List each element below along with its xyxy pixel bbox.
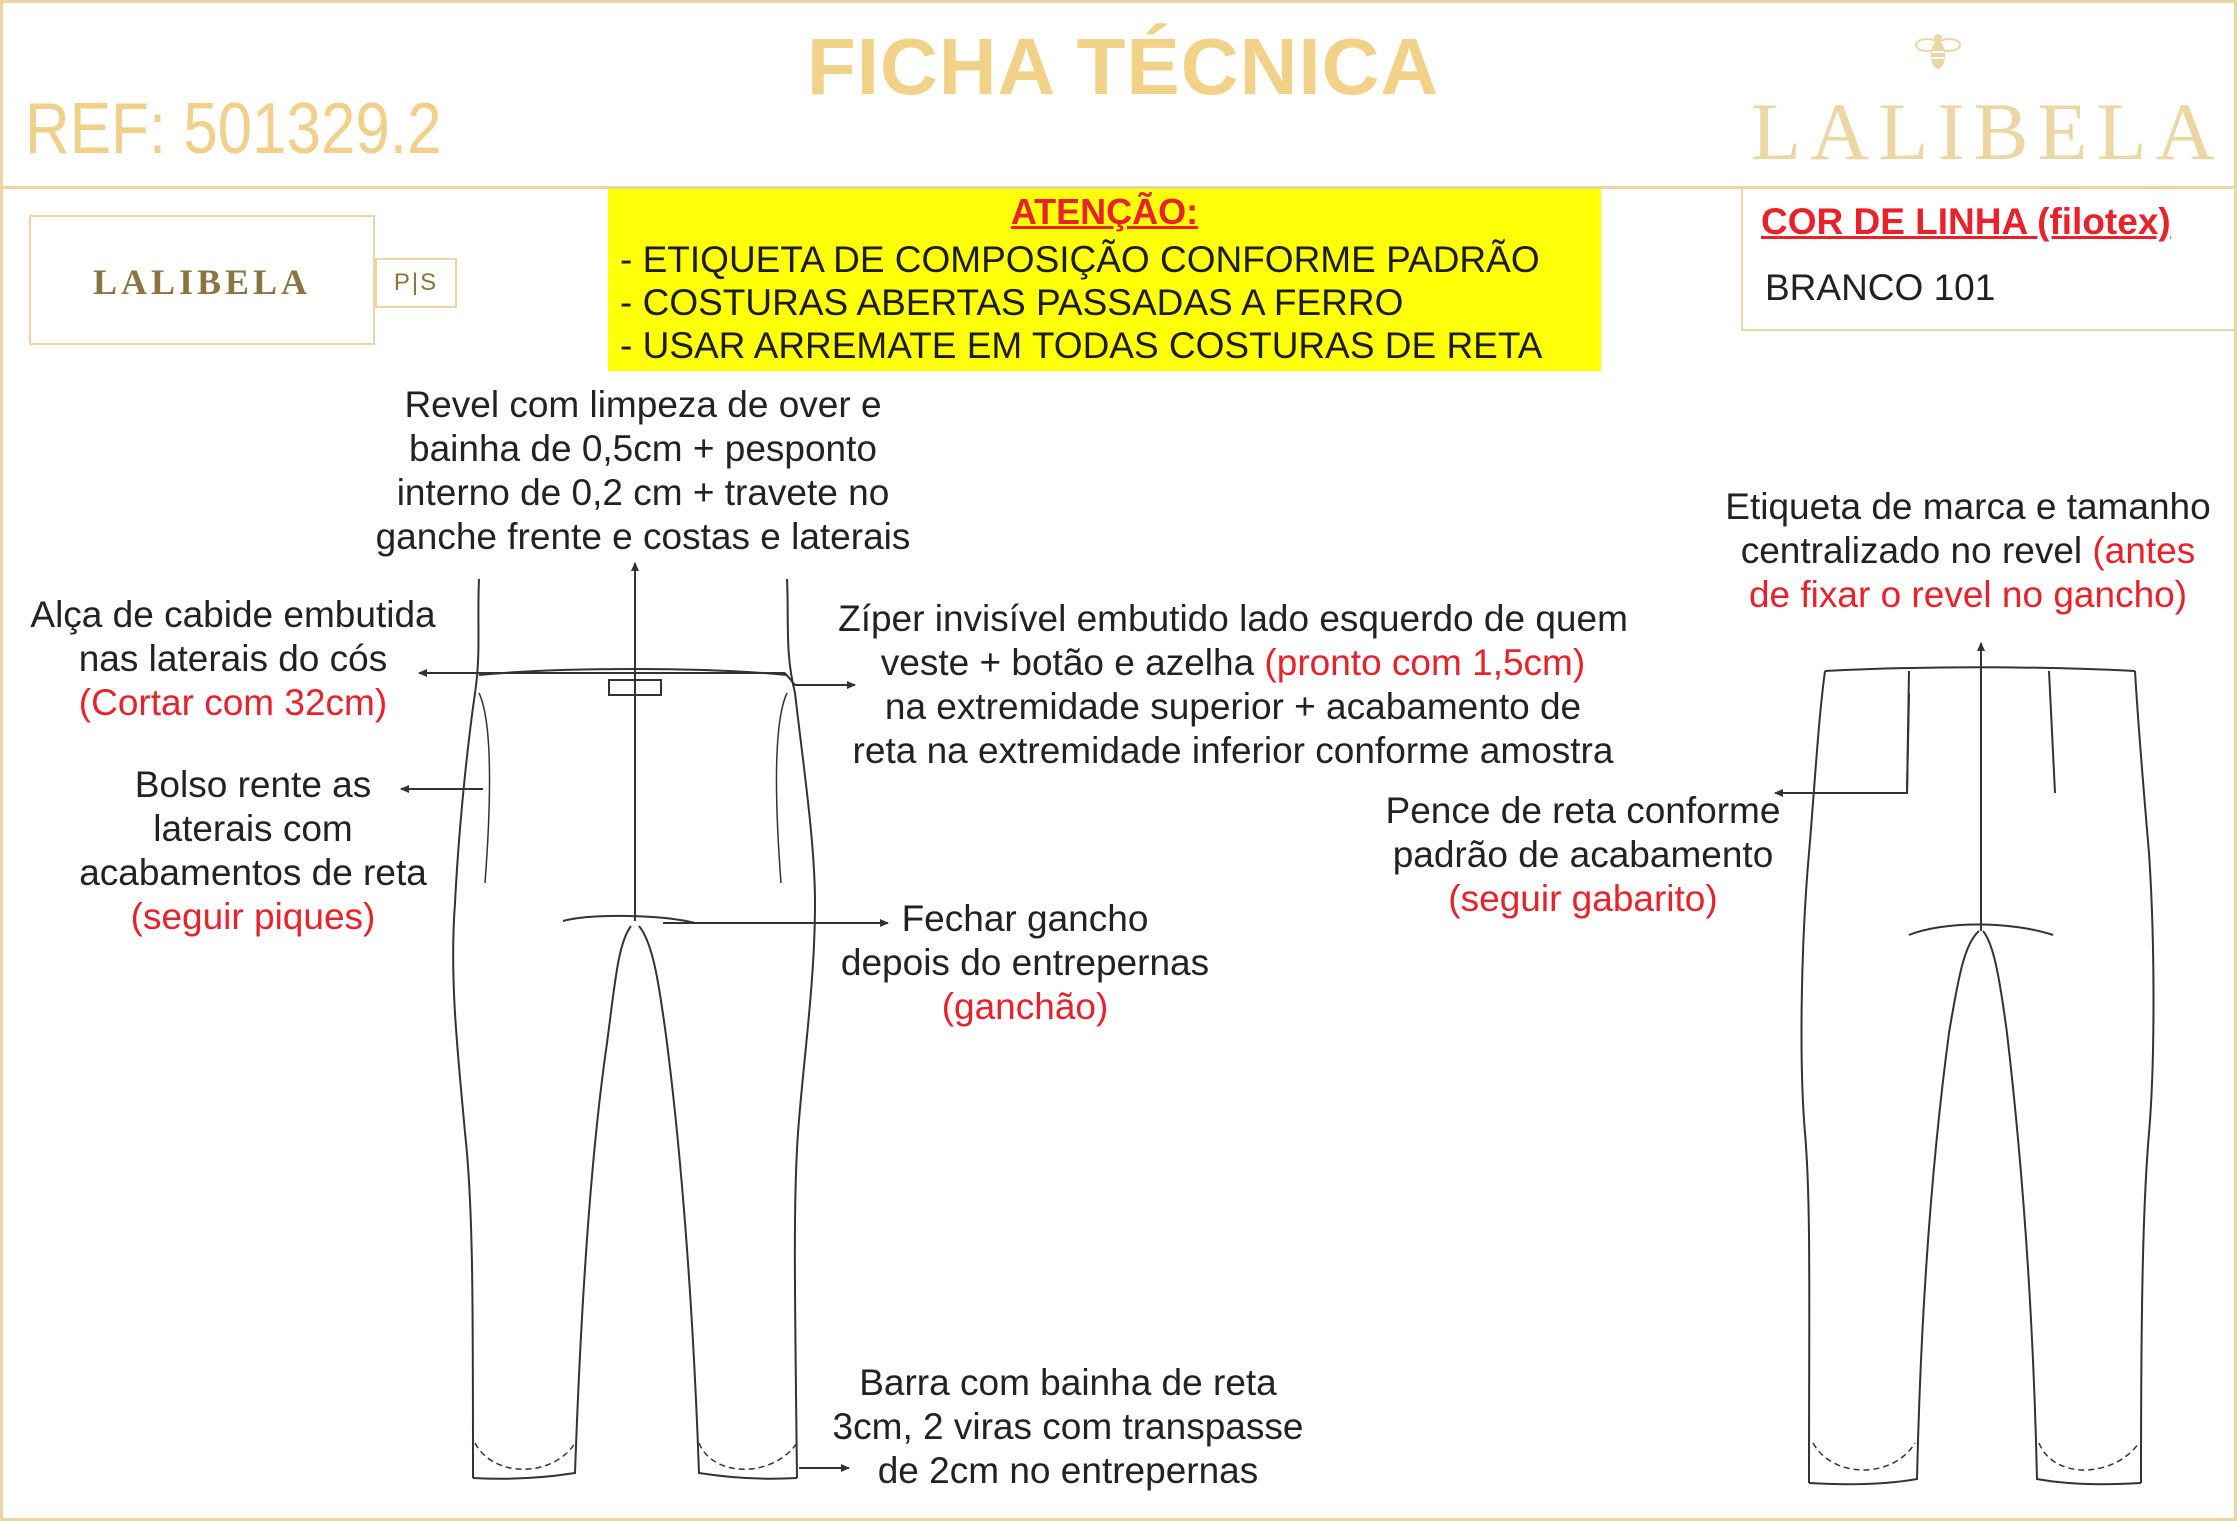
- note-barra: Barra com bainha de reta 3cm, 2 viras com transpasse de 2cm no entrepernas: [832, 1362, 1304, 1491]
- attention-title: ATENÇÃO:: [1010, 191, 1199, 232]
- note-revel: Revel com limpeza de over e bainha de 0,5cm + pesponto interno de 0,2 cm + travete no ganche frente e costas e laterais: [375, 384, 911, 557]
- attention-line: - COSTURAS ABERTAS PASSADAS A FERRO: [620, 282, 1404, 323]
- note-bolso: Bolso rente as laterais com acabamentos de reta (seguir piques): [79, 764, 427, 937]
- note-etiqueta: Etiqueta de marca e tamanho centralizado no revel (antes de fixar o revel no gancho): [1725, 486, 2211, 615]
- brand-logo: LALIBELA: [1751, 86, 2224, 177]
- back-pants-drawing: [1802, 667, 2154, 1484]
- note-gancho: Fechar gancho depois do entrepernas (ganchão): [840, 898, 1210, 1027]
- note-alca: Alça de cabide embutida nas laterais do cós (Cortar com 32cm): [30, 594, 436, 723]
- sheet-title: FICHA TÉCNICA: [806, 22, 1440, 111]
- thread-color-title: COR DE LINHA (filotex): [1761, 201, 2171, 242]
- label-brand-text: LALIBELA: [92, 262, 312, 302]
- thread-color-value: BRANCO 101: [1765, 267, 1996, 308]
- note-pence: Pence de reta conforme padrão de acabamento (seguir gabarito): [1385, 790, 1781, 919]
- reference-code: REF: 501329.2: [25, 89, 442, 169]
- attention-line: - USAR ARREMATE EM TODAS COSTURAS DE RETA: [620, 325, 1543, 366]
- label-size-tag: P|S: [375, 258, 457, 308]
- attention-line: - ETIQUETA DE COMPOSIÇÃO CONFORME PADRÃO: [620, 239, 1540, 280]
- note-ziper: Zíper invisível embutido lado esquerdo de quem veste + botão e azelha (pronto com 1,5cm) na extremidade superior + acabamento de reta na extremidade inferior conforme amostra: [838, 598, 1628, 771]
- arrow-pence: [1775, 693, 1909, 793]
